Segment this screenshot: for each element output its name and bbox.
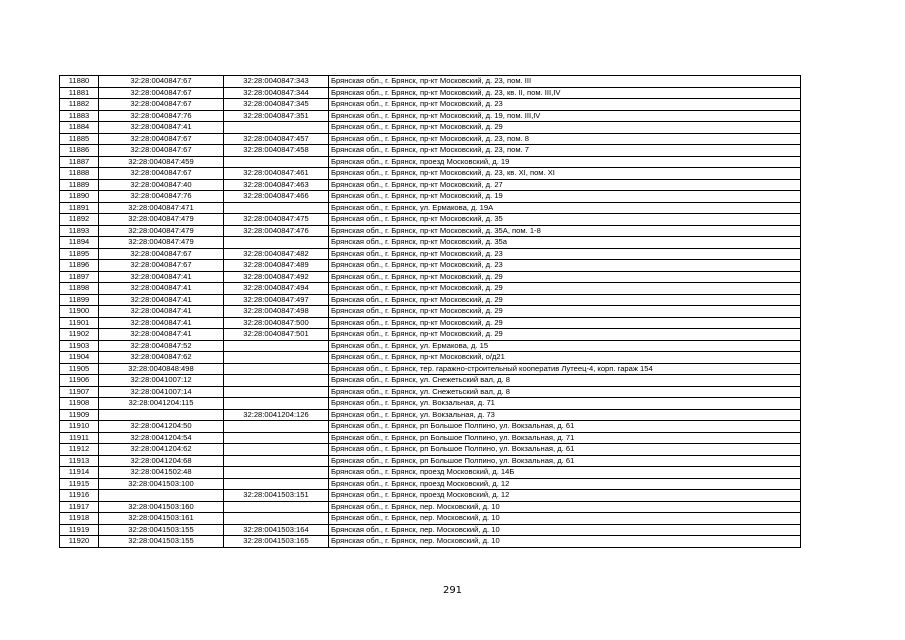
parcel-number-cell: 32:28:0040847:41 (99, 283, 224, 295)
table-row (60, 225, 801, 237)
object-number-cell: 32:28:0040847:457 (224, 133, 329, 145)
row-number-cell: 11882 (60, 99, 99, 111)
address-cell: Брянская обл., г. Брянск, пер. Московский, д. 10 (329, 524, 801, 536)
row-number-cell: 11898 (60, 283, 99, 295)
row-number-cell: 11903 (60, 340, 99, 352)
parcel-number-cell: 32:28:0040847:40 (99, 179, 224, 191)
row-number-cell: 11884 (60, 122, 99, 134)
parcel-number-cell: 32:28:0040847:67 (99, 87, 224, 99)
row-number-cell: 11913 (60, 455, 99, 467)
address-cell: Брянская обл., г. Брянск, рп Большое Полпино, ул. Вокзальная, д. 61 (329, 455, 801, 467)
object-number-cell (224, 478, 329, 490)
row-number-cell: 11914 (60, 467, 99, 479)
table-row (60, 306, 801, 318)
table-row (60, 352, 801, 364)
parcel-number-cell: 32:28:0041503:161 (99, 513, 224, 525)
row-number-cell: 11918 (60, 513, 99, 525)
object-number-cell: 32:28:0040847:344 (224, 87, 329, 99)
object-number-cell (224, 398, 329, 410)
table-row (60, 168, 801, 180)
parcel-number-cell: 32:28:0041204:115 (99, 398, 224, 410)
parcel-number-cell: 32:28:0040847:41 (99, 122, 224, 134)
address-cell: Брянская обл., г. Брянск, рп Большое Полпино, ул. Вокзальная, д. 61 (329, 444, 801, 456)
address-cell: Брянская обл., г. Брянск, ул. Ермакова, д. 15 (329, 340, 801, 352)
parcel-number-cell (99, 490, 224, 502)
table-row (60, 329, 801, 341)
table-row (60, 260, 801, 272)
object-number-cell: 32:28:0041503:165 (224, 536, 329, 548)
row-number-cell: 11916 (60, 490, 99, 502)
address-cell: Брянская обл., г. Брянск, пр-кт Московский, д. 35А, пом. 1-8 (329, 225, 801, 237)
object-number-cell: 32:28:0040847:345 (224, 99, 329, 111)
object-number-cell (224, 386, 329, 398)
table-row (60, 444, 801, 456)
parcel-number-cell: 32:28:0040847:76 (99, 110, 224, 122)
parcel-number-cell: 32:28:0040847:67 (99, 248, 224, 260)
table-row (60, 248, 801, 260)
object-number-cell: 32:28:0041503:164 (224, 524, 329, 536)
table-body (60, 76, 801, 548)
object-number-cell (224, 421, 329, 433)
table-row (60, 294, 801, 306)
object-number-cell: 32:28:0040847:461 (224, 168, 329, 180)
address-cell: Брянская обл., г. Брянск, пер. Московский, д. 10 (329, 513, 801, 525)
address-cell: Брянская обл., г. Брянск, пр-кт Московский, д. 23, пом. III (329, 76, 801, 88)
row-number-cell: 11909 (60, 409, 99, 421)
parcel-number-cell: 32:28:0041503:155 (99, 536, 224, 548)
table-row (60, 237, 801, 249)
parcel-number-cell: 32:28:0040847:67 (99, 260, 224, 272)
object-number-cell: 32:28:0040847:500 (224, 317, 329, 329)
address-cell: Брянская обл., г. Брянск, проезд Московский, д. 12 (329, 490, 801, 502)
row-number-cell: 11919 (60, 524, 99, 536)
row-number-cell: 11920 (60, 536, 99, 548)
table-row (60, 145, 801, 157)
object-number-cell: 32:28:0040847:501 (224, 329, 329, 341)
object-number-cell: 32:28:0040847:489 (224, 260, 329, 272)
table-row (60, 513, 801, 525)
address-cell: Брянская обл., г. Брянск, пр-кт Московский, д. 29 (329, 329, 801, 341)
table-row (60, 490, 801, 502)
object-number-cell (224, 432, 329, 444)
row-number-cell: 11887 (60, 156, 99, 168)
row-number-cell: 11883 (60, 110, 99, 122)
table-row (60, 421, 801, 433)
parcel-number-cell (99, 409, 224, 421)
object-number-cell: 32:28:0041503:151 (224, 490, 329, 502)
table-row (60, 340, 801, 352)
table-row (60, 122, 801, 134)
table-row (60, 536, 801, 548)
address-cell: Брянская обл., г. Брянск, пер. Московский, д. 10 (329, 536, 801, 548)
object-number-cell (224, 455, 329, 467)
parcel-number-cell: 32:28:0040847:41 (99, 329, 224, 341)
object-number-cell: 32:28:0040847:492 (224, 271, 329, 283)
parcel-number-cell: 32:28:0041503:100 (99, 478, 224, 490)
parcel-number-cell: 32:28:0041503:160 (99, 501, 224, 513)
row-number-cell: 11902 (60, 329, 99, 341)
parcel-number-cell: 32:28:0040847:459 (99, 156, 224, 168)
address-cell: Брянская обл., г. Брянск, пр-кт Московский, д. 35 (329, 214, 801, 226)
address-cell: Брянская обл., г. Брянск, пр-кт Московский, д. 29 (329, 294, 801, 306)
object-number-cell: 32:28:0041204:126 (224, 409, 329, 421)
object-number-cell: 32:28:0040847:475 (224, 214, 329, 226)
row-number-cell: 11890 (60, 191, 99, 203)
address-cell: Брянская обл., г. Брянск, пр-кт Московский, д. 23, кв. II, пом. III,IV (329, 87, 801, 99)
parcel-number-cell: 32:28:0040847:471 (99, 202, 224, 214)
object-number-cell (224, 122, 329, 134)
row-number-cell: 11885 (60, 133, 99, 145)
row-number-cell: 11911 (60, 432, 99, 444)
row-number-cell: 11891 (60, 202, 99, 214)
page-number: 291 (442, 585, 463, 596)
row-number-cell: 11892 (60, 214, 99, 226)
parcel-number-cell: 32:28:0041503:155 (99, 524, 224, 536)
row-number-cell: 11907 (60, 386, 99, 398)
object-number-cell (224, 501, 329, 513)
parcel-number-cell: 32:28:0041204:68 (99, 455, 224, 467)
address-cell: Брянская обл., г. Брянск, пр-кт Московский, д. 23 (329, 248, 801, 260)
parcel-number-cell: 32:28:0041204:54 (99, 432, 224, 444)
parcel-number-cell: 32:28:0041007:14 (99, 386, 224, 398)
parcel-number-cell: 32:28:0040847:67 (99, 145, 224, 157)
row-number-cell: 11912 (60, 444, 99, 456)
address-cell: Брянская обл., г. Брянск, пр-кт Московский, д. 23, пом. 8 (329, 133, 801, 145)
table-row (60, 156, 801, 168)
row-number-cell: 11893 (60, 225, 99, 237)
parcel-number-cell: 32:28:0040847:67 (99, 76, 224, 88)
table-row (60, 202, 801, 214)
address-cell: Брянская обл., г. Брянск, проезд Московский, д. 19 (329, 156, 801, 168)
parcel-number-cell: 32:28:0040847:41 (99, 294, 224, 306)
object-number-cell (224, 444, 329, 456)
parcel-number-cell: 32:28:0040847:479 (99, 225, 224, 237)
table-row (60, 478, 801, 490)
address-cell: Брянская обл., г. Брянск, пр-кт Московский, д. 23, пом. 7 (329, 145, 801, 157)
parcel-number-cell: 32:28:0040848:498 (99, 363, 224, 375)
table-row (60, 398, 801, 410)
address-cell: Брянская обл., г. Брянск, пр-кт Московский, д. 29 (329, 306, 801, 318)
object-number-cell: 32:28:0040847:494 (224, 283, 329, 295)
parcel-number-cell: 32:28:0040847:41 (99, 306, 224, 318)
object-number-cell (224, 202, 329, 214)
table-row (60, 87, 801, 99)
object-number-cell: 32:28:0040847:458 (224, 145, 329, 157)
object-number-cell (224, 375, 329, 387)
table-row (60, 317, 801, 329)
parcel-number-cell: 32:28:0041007:12 (99, 375, 224, 387)
object-number-cell (224, 237, 329, 249)
table-row (60, 99, 801, 111)
row-number-cell: 11901 (60, 317, 99, 329)
row-number-cell: 11915 (60, 478, 99, 490)
address-cell: Брянская обл., г. Брянск, ул. Ермакова, д. 19А (329, 202, 801, 214)
row-number-cell: 11896 (60, 260, 99, 272)
table-row (60, 524, 801, 536)
row-number-cell: 11906 (60, 375, 99, 387)
table-row (60, 133, 801, 145)
table-row (60, 455, 801, 467)
property-table (59, 75, 801, 548)
table-row (60, 283, 801, 295)
row-number-cell: 11904 (60, 352, 99, 364)
table-row (60, 214, 801, 226)
row-number-cell: 11905 (60, 363, 99, 375)
address-cell: Брянская обл., г. Брянск, ул. Снежетьский вал, д. 8 (329, 386, 801, 398)
address-cell: Брянская обл., г. Брянск, ул. Вокзальная, д. 71 (329, 398, 801, 410)
object-number-cell: 32:28:0040847:498 (224, 306, 329, 318)
parcel-number-cell: 32:28:0041204:62 (99, 444, 224, 456)
address-cell: Брянская обл., г. Брянск, пр-кт Московский, д. 29 (329, 317, 801, 329)
table-row (60, 191, 801, 203)
address-cell: Брянская обл., г. Брянск, пр-кт Московский, д. 27 (329, 179, 801, 191)
object-number-cell: 32:28:0040847:482 (224, 248, 329, 260)
table-row (60, 271, 801, 283)
parcel-number-cell: 32:28:0040847:67 (99, 168, 224, 180)
row-number-cell: 11895 (60, 248, 99, 260)
address-cell: Брянская обл., г. Брянск, пр-кт Московский, д. 29 (329, 271, 801, 283)
table-row (60, 386, 801, 398)
row-number-cell: 11894 (60, 237, 99, 249)
object-number-cell (224, 513, 329, 525)
address-cell: Брянская обл., г. Брянск, пр-кт Московский, д. 29 (329, 283, 801, 295)
object-number-cell: 32:28:0040847:476 (224, 225, 329, 237)
address-cell: Брянская обл., г. Брянск, пр-кт Московский, д. 23 (329, 260, 801, 272)
object-number-cell (224, 340, 329, 352)
address-cell: Брянская обл., г. Брянск, пр-кт Московский, д. 19, пом. III,IV (329, 110, 801, 122)
address-cell: Брянская обл., г. Брянск, пр-кт Московский, д. 19 (329, 191, 801, 203)
address-cell: Брянская обл., г. Брянск, пер. Московский, д. 10 (329, 501, 801, 513)
object-number-cell (224, 352, 329, 364)
address-cell: Брянская обл., г. Брянск, ул. Снежетьский вал, д. 8 (329, 375, 801, 387)
address-cell: Брянская обл., г. Брянск, ул. Вокзальная, д. 73 (329, 409, 801, 421)
row-number-cell: 11889 (60, 179, 99, 191)
address-cell: Брянская обл., г. Брянск, пр-кт Московский, д. 29 (329, 122, 801, 134)
parcel-number-cell: 32:28:0040847:62 (99, 352, 224, 364)
parcel-number-cell: 32:28:0040847:52 (99, 340, 224, 352)
object-number-cell: 32:28:0040847:466 (224, 191, 329, 203)
address-cell: Брянская обл., г. Брянск, пр-кт Московский, д. 35а (329, 237, 801, 249)
parcel-number-cell: 32:28:0040847:41 (99, 271, 224, 283)
row-number-cell: 11881 (60, 87, 99, 99)
row-number-cell: 11897 (60, 271, 99, 283)
parcel-number-cell: 32:28:0040847:41 (99, 317, 224, 329)
parcel-number-cell: 32:28:0040847:67 (99, 133, 224, 145)
table-row (60, 363, 801, 375)
row-number-cell: 11917 (60, 501, 99, 513)
address-cell: Брянская обл., г. Брянск, проезд Московский, д. 14Б (329, 467, 801, 479)
parcel-number-cell: 32:28:0041204:50 (99, 421, 224, 433)
object-number-cell: 32:28:0040847:351 (224, 110, 329, 122)
table-row (60, 76, 801, 88)
parcel-number-cell: 32:28:0041502:48 (99, 467, 224, 479)
row-number-cell: 11886 (60, 145, 99, 157)
row-number-cell: 11908 (60, 398, 99, 410)
parcel-number-cell: 32:28:0040847:67 (99, 99, 224, 111)
row-number-cell: 11900 (60, 306, 99, 318)
object-number-cell: 32:28:0040847:463 (224, 179, 329, 191)
object-number-cell (224, 363, 329, 375)
parcel-number-cell: 32:28:0040847:479 (99, 237, 224, 249)
address-cell: Брянская обл., г. Брянск, тер. гаражно-строительный кооператив Лутеец-4, корп. гараж 154 (329, 363, 801, 375)
object-number-cell (224, 467, 329, 479)
parcel-number-cell: 32:28:0040847:76 (99, 191, 224, 203)
address-cell: Брянская обл., г. Брянск, рп Большое Полпино, ул. Вокзальная, д. 61 (329, 421, 801, 433)
row-number-cell: 11880 (60, 76, 99, 88)
row-number-cell: 11910 (60, 421, 99, 433)
address-cell: Брянская обл., г. Брянск, пр-кт Московский, о/д21 (329, 352, 801, 364)
parcel-number-cell: 32:28:0040847:479 (99, 214, 224, 226)
object-number-cell (224, 156, 329, 168)
object-number-cell: 32:28:0040847:343 (224, 76, 329, 88)
table-row (60, 467, 801, 479)
address-cell: Брянская обл., г. Брянск, рп Большое Полпино, ул. Вокзальная, д. 71 (329, 432, 801, 444)
row-number-cell: 11888 (60, 168, 99, 180)
address-cell: Брянская обл., г. Брянск, пр-кт Московский, д. 23 (329, 99, 801, 111)
object-number-cell: 32:28:0040847:497 (224, 294, 329, 306)
table-row (60, 110, 801, 122)
table-row (60, 501, 801, 513)
table-row (60, 432, 801, 444)
table-row (60, 375, 801, 387)
row-number-cell: 11899 (60, 294, 99, 306)
address-cell: Брянская обл., г. Брянск, пр-кт Московский, д. 23, кв. XI, пом. XI (329, 168, 801, 180)
table-row (60, 179, 801, 191)
address-cell: Брянская обл., г. Брянск, проезд Московский, д. 12 (329, 478, 801, 490)
table-row (60, 409, 801, 421)
